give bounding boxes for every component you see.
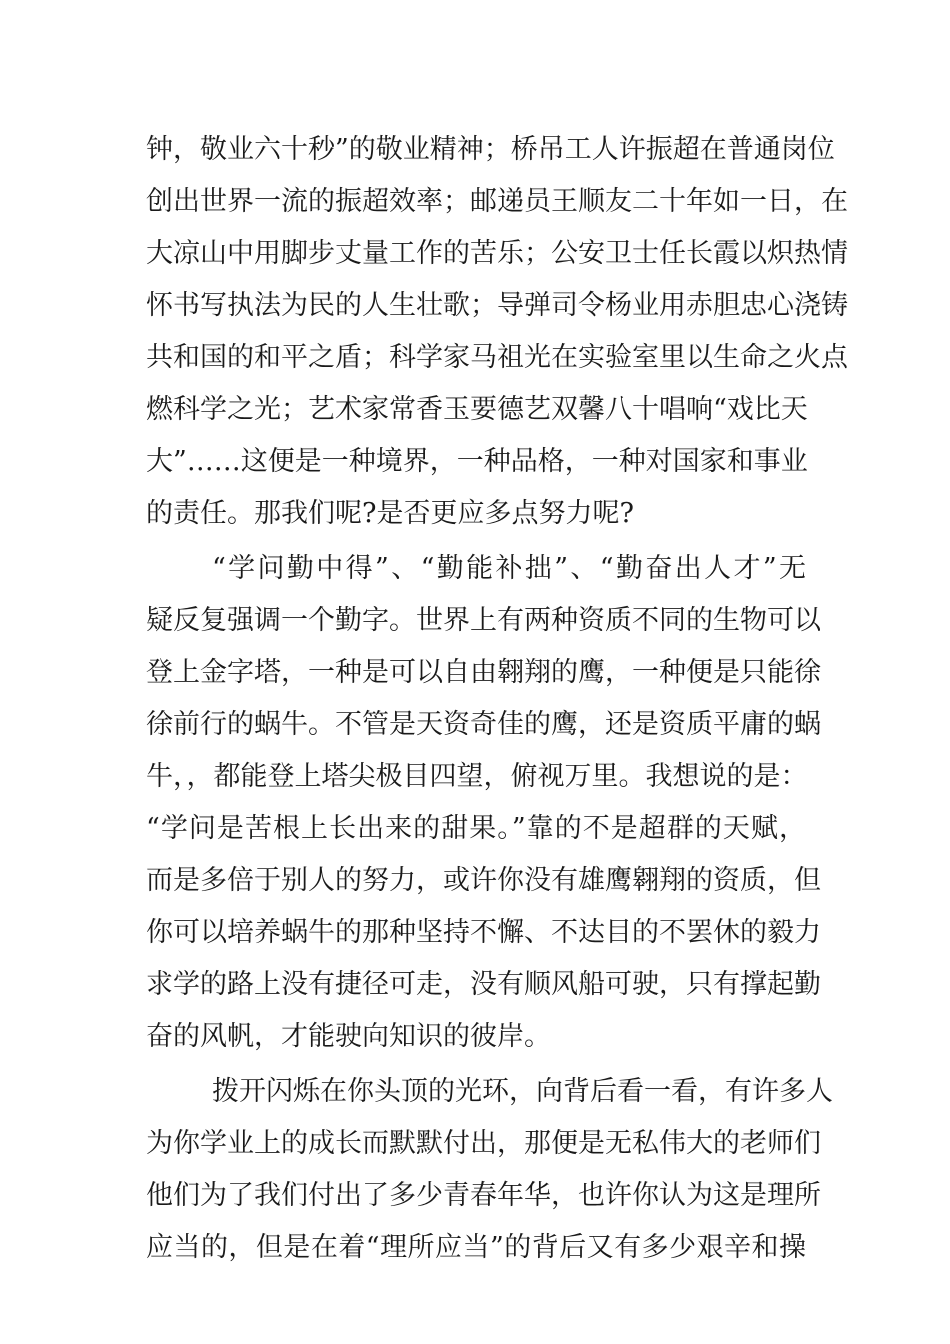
text-line: 创出世界一流的振超效率；邮递员王顺友二十年如一日，在 <box>146 186 848 217</box>
text-line: 牛，，都能登上塔尖极目四望，俯视万里。我想说的是： <box>146 761 808 792</box>
text-line: 怀书写执法为民的人生壮歌；导弹司令杨业用赤胆忠心浇铸 <box>146 290 848 321</box>
text-line: 为你学业上的成长而默默付出，那便是无私伟大的老师们 <box>146 1128 821 1159</box>
text-line: 他们为了我们付出了多少青春年华，也许你认为这是理所 <box>146 1180 821 1211</box>
text-line: 的责任。那我们呢?是否更应多点努力呢? <box>146 498 634 529</box>
text-line: 钟，敬业六十秒”的敬业精神；桥吊工人许振超在普通岗位 <box>146 134 835 165</box>
text-line: 疑反复强调一个勤字。世界上有两种资质不同的生物可以 <box>146 605 821 636</box>
text-line: 大凉山中用脚步丈量工作的苦乐；公安卫士任长霞以炽热情 <box>146 238 848 269</box>
text-line: 奋的风帆，才能驶向知识的彼岸。 <box>146 1021 551 1052</box>
text-line: 而是多倍于别人的努力，或许你没有雄鹰翱翔的资质，但 <box>146 865 821 896</box>
paragraph-first-line: 拨开闪烁在你头顶的光环，向背后看一看，有许多人 <box>212 1076 833 1107</box>
text-line: 应当的，但是在着“理所应当”的背后又有多少艰辛和操 <box>146 1232 806 1263</box>
text-line: 求学的路上没有捷径可走，没有顺风船可驶，只有撑起勤 <box>146 969 821 1000</box>
text-line: “学问是苦根上长出来的甜果。”靠的不是超群的天赋， <box>146 813 806 844</box>
text-line: 共和国的和平之盾；科学家马祖光在实验室里以生命之火点 <box>146 342 848 373</box>
text-line: 燃科学之光；艺术家常香玉要德艺双馨八十唱响“戏比天 <box>146 394 808 425</box>
text-line: 登上金字塔，一种是可以自由翱翔的鹰，一种便是只能徐 <box>146 657 821 688</box>
text-line: 徐前行的蜗牛。不管是天资奇佳的鹰，还是资质平庸的蜗 <box>146 709 821 740</box>
paragraph-first-line: “学问勤中得”、“勤能补拙”、“勤奋出人才”无 <box>212 553 806 584</box>
text-line: 大”……这便是一种境界，一种品格，一种对国家和事业 <box>146 446 808 477</box>
text-line: 你可以培养蜗牛的那种坚持不懈、不达目的不罢休的毅力 <box>146 917 821 948</box>
